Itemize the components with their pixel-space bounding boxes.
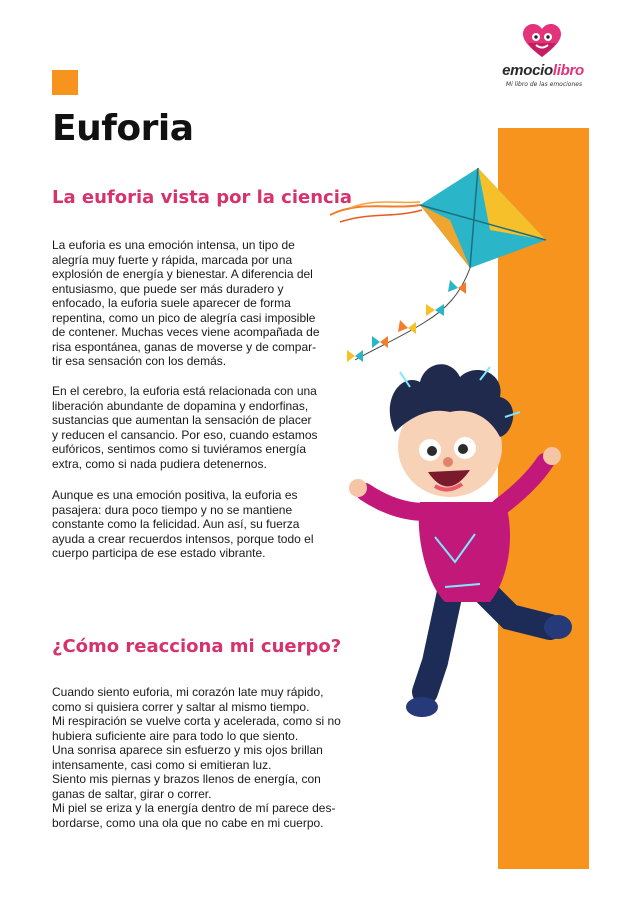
text-line: alegría muy fuerte y rápida, marcada por una [52,252,293,267]
text-line: liberación abundante de dopamina y endorfinas, [52,398,309,413]
section-body-heading: ¿Cómo reacciona mi cuerpo? [52,636,342,657]
text-line: pasajera: dura poco tiempo y no se mantiene [52,502,293,517]
text-line: extra, como si nada pudiera detenernos. [52,456,267,471]
page-title: Euforia [52,108,194,149]
text-line: eufóricos, sentimos como si tuviéramos energía [52,442,307,456]
text-line: Siento mis piernas y brazos llenos de energía, con [52,772,321,786]
text-line: sustancias que aumentan la sensación de placer [52,413,312,427]
text-line: entusiasmo, que puede ser más duradero y [52,281,284,296]
heart-face-logo-icon [522,24,562,58]
logo-wordmark [488,62,598,79]
logo-tagline: Mi libro de las emociones [505,81,583,88]
corner-accent-square [52,70,78,95]
text-line: Cuando siento euforia, mi corazón late muy rápido, [52,685,324,699]
text-line: constante como la felicidad. Aun así, su fuerza [52,517,300,531]
section-science-heading: La euforia vista por la ciencia [52,187,353,208]
text-line: como si quisiera correr y saltar al mismo tiempo. [52,699,310,714]
text-line: intensamente, casi como si emitieran luz. [52,757,272,772]
text-line: repentina, como un pico de alegría casi imposible [52,310,316,325]
text-line: tir esa sensación con los demás. [52,354,227,368]
science-paragraph-1 [52,238,320,369]
text-line: bordarse, como una ola que no cabe en mi cuerpo. [52,815,324,830]
text-line: ganas de saltar, girar o correr. [52,786,212,801]
science-paragraph-2 [52,384,318,471]
text-line: y reducen el cansancio. Por eso, cuando estamos [52,427,318,442]
text-line: La euforia es una emoción intensa, un tipo de [52,238,295,252]
text-line: de contener. Muchas veces viene acompañada de [52,325,320,339]
text-line: Mi piel se eriza y la energía dentro de mí parece des- [52,801,336,815]
logo-word-part1: emocio [502,62,553,79]
euphoric-child-icon [340,362,580,724]
text-line: cuerpo participa de ese estado vibrante. [52,546,266,560]
text-line: Aunque es una emoción positiva, la euforia es [52,488,298,502]
body-reaction-paragraph [52,685,341,830]
brand-logo [484,24,604,94]
text-line: risa espontánea, ganas de moverse y de compar- [52,339,317,354]
kite-icon [320,160,560,370]
text-line: Mi respiración se vuelve corta y acelerada, como si no [52,714,341,728]
text-line: Una sonrisa aparece sin esfuerzo y mis ojos brillan [52,743,323,757]
text-line: hubiera suficiente aire para todo lo que siento. [52,728,299,743]
text-line: enfocado, la euforia suele aparecer de forma [52,296,291,310]
science-paragraph-3 [52,488,314,561]
text-line: En el cerebro, la euforia está relacionada con una [52,384,317,398]
text-line: explosión de energía y bienestar. A diferencia del [52,267,313,281]
text-line: ayuda a crear recuerdos intensos, porque todo el [52,531,314,546]
logo-word-part2: libro [552,62,584,79]
